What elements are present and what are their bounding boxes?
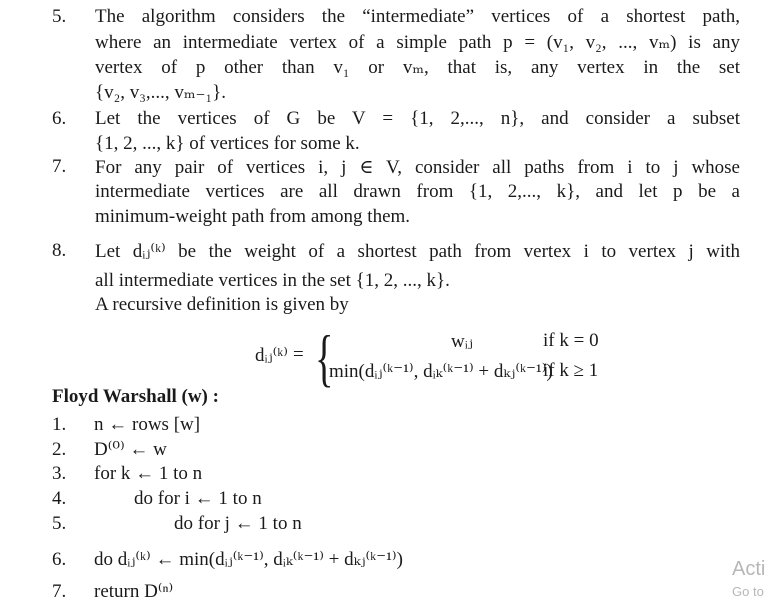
- list-item-7: [52, 156, 740, 231]
- formula-equals: =: [293, 344, 304, 365]
- item-7-line-3: minimum-weight path from among them.: [95, 206, 411, 227]
- activation-watermark-subtitle: Go to: [732, 584, 764, 599]
- item-number: 6.: [52, 108, 67, 129]
- list-item-6: [52, 108, 740, 158]
- algorithm-step: [52, 513, 302, 535]
- case-2-condition: if k ≥ 1: [543, 360, 599, 381]
- item-number: 5.: [52, 6, 67, 27]
- item-7-line-2: intermediate vertices are all drawn from {1, 2,..., k}, and let p be a: [95, 181, 740, 202]
- step-text: D⁽⁰⁾ ← w: [94, 439, 167, 460]
- step-text: do for j ← 1 to n: [174, 513, 302, 534]
- case-1-value: wᵢⱼ: [451, 331, 473, 352]
- recursive-formula: [255, 322, 635, 393]
- step-number: 2.: [52, 439, 67, 460]
- list-item-5: [52, 6, 740, 106]
- algorithm-step: [52, 463, 202, 485]
- step-number: 1.: [52, 414, 67, 435]
- list-item-8: [52, 240, 740, 320]
- item-8-line-3: A recursive definition is given by: [95, 294, 349, 315]
- step-number: 3.: [52, 463, 67, 484]
- step-text: do dᵢⱼ⁽ᵏ⁾ ← min(dᵢⱼ⁽ᵏ⁻¹⁾, dᵢₖ⁽ᵏ⁻¹⁾ + dₖⱼ⁽ᵏ⁻¹⁾): [94, 549, 403, 570]
- step-text: for k ← 1 to n: [94, 463, 203, 484]
- case-1-condition: if k = 0: [543, 330, 599, 351]
- item-5-line-4: {v₂, v₃,..., vₘ₋₁}.: [95, 82, 227, 103]
- algorithm-step: [52, 580, 173, 603]
- item-5-line-3: vertex of p other than v₁ or vₘ, that is, any vertex in the set: [95, 57, 740, 78]
- algorithm-step: [52, 438, 167, 461]
- left-brace-symbol: {: [315, 322, 334, 393]
- item-6-line-1: Let the vertices of G be V = {1, 2,..., n}, and consider a subset: [95, 108, 740, 129]
- activation-watermark-title: Acti: [732, 558, 766, 580]
- item-6-line-2: {1, 2, ..., k} of vertices for some k.: [95, 133, 360, 154]
- case-2-value: min(dᵢⱼ⁽ᵏ⁻¹⁾, dᵢₖ⁽ᵏ⁻¹⁾ + dₖⱼ⁽ᵏ⁻¹⁾): [329, 361, 553, 382]
- item-8-line-1: Let dᵢⱼ⁽ᵏ⁾ be the weight of a shortest path from vertex i to vertex j with: [95, 241, 740, 262]
- step-number: 5.: [52, 513, 67, 534]
- item-5-line-2: where an intermediate vertex of a simple path p = (v₁, v₂, ..., vₘ) is any: [95, 32, 740, 53]
- item-number: 7.: [52, 156, 67, 177]
- step-number: 6.: [52, 549, 67, 570]
- item-5-line-1: The algorithm considers the “intermediate” vertices of a shortest path,: [95, 6, 740, 27]
- algorithm-step: [52, 488, 262, 510]
- formula-lhs: dᵢⱼ⁽ᵏ⁾: [255, 345, 288, 366]
- item-number: 8.: [52, 240, 67, 261]
- step-number: 7.: [52, 581, 67, 602]
- algorithm-title: Floyd Warshall (w) :: [52, 386, 219, 407]
- step-text: do for i ← 1 to n: [134, 488, 262, 509]
- algorithm-step: [52, 414, 200, 436]
- item-8-line-2: all intermediate vertices in the set {1, 2, ..., k}.: [95, 270, 450, 291]
- step-number: 4.: [52, 488, 67, 509]
- item-7-line-1: For any pair of vertices i, j ∈ V, consider all paths from i to j whose: [95, 157, 740, 178]
- step-text: n ← rows [w]: [94, 414, 201, 435]
- step-text: return D⁽ⁿ⁾: [94, 581, 174, 602]
- algorithm-step: [52, 548, 403, 571]
